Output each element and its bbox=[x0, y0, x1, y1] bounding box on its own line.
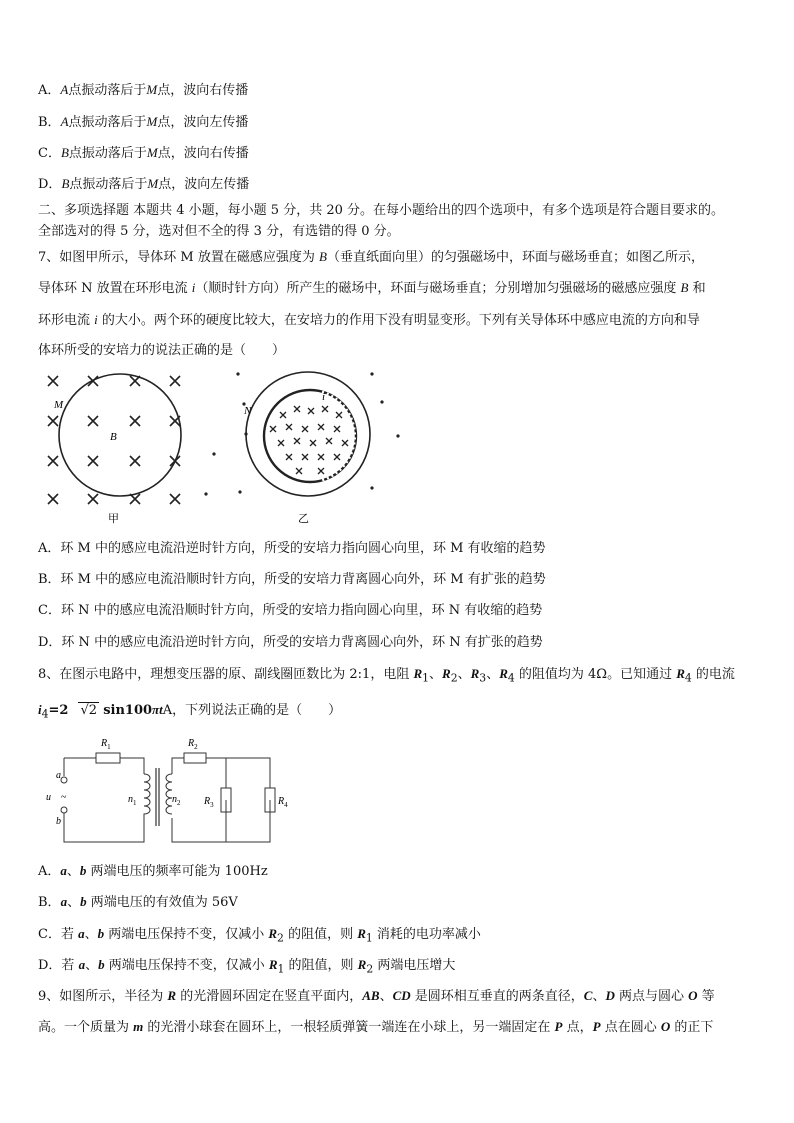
q7-option-b: B．环 M 中的感应电流沿顺时针方向，所受的安培力背离圆心向外，环 M 有扩张的趋势 bbox=[38, 572, 546, 587]
q9-stem-line1: 9、如图所示，半径为 R 的光滑圆环固定在竖直平面内，AB、CD 是圆环相互垂直的两条直径，C、D 两点与圆心 O 等 bbox=[38, 988, 715, 1004]
n1-label: $n_1$ bbox=[128, 794, 137, 807]
ac-source-symbol: ~ bbox=[61, 792, 67, 803]
q8-stem-line2: $i_4=2$ √2 sin100πtA，下列说法正确的是（ ） bbox=[38, 702, 342, 721]
q7-stem-line2: 导体环 N 放置在环形电流 i（顺时针方向）所产生的磁场中，环面与磁场垂直；分别增加匀强磁场的磁感应强度 B 和 bbox=[38, 280, 706, 296]
ring-m-label: M bbox=[54, 399, 64, 411]
q8-circuit-diagram bbox=[44, 730, 288, 846]
terminal-a bbox=[61, 777, 67, 783]
prev-option-a: A．A点振动落后于M点，波向右传播 bbox=[38, 82, 249, 98]
current-loop-i bbox=[264, 390, 356, 482]
ring-m bbox=[59, 374, 181, 496]
prev-option-d: D．B点振动落后于M点，波向左传播 bbox=[38, 176, 250, 192]
figure-caption-jia: 甲 bbox=[108, 513, 119, 525]
r1-label: $R_1$ bbox=[101, 738, 111, 751]
q7-stem-line3: 环形电流 i 的大小。两个环的硬度比较大，在安培力的作用下没有明显变形。下列有关导体环中感应电流的方向和导 bbox=[38, 312, 700, 328]
section-heading-cont: 全部选对的得 5 分，选对但不全的得 3 分，有选错的得 0 分。 bbox=[38, 224, 400, 239]
q7-figure-left bbox=[40, 368, 200, 528]
q8-stem-line1: 8、在图示电路中，理想变压器的原、副线圈匝数比为 2:1，电阻 $R_1$、$R_2$、$R_3$、$R_4$ 的阻值均为 4Ω。已知通过 $R_4$ 的电流 bbox=[38, 666, 735, 685]
primary-coil bbox=[144, 774, 150, 818]
q8-option-c: C．若 a、b 两端电压保持不变，仅减小 $R_2$ 的阻值，则 $R_1$ 消耗的电功率减小 bbox=[38, 926, 481, 945]
resistor-r1 bbox=[96, 753, 120, 763]
figure-caption-yi: 乙 bbox=[298, 513, 309, 525]
current-loop-dotted bbox=[322, 392, 355, 480]
q7-stem-line1: 7、如图甲所示，导体环 M 放置在磁感应强度为 B（垂直纸面向里）的匀强磁场中，环面与磁场垂直；如图乙所示， bbox=[38, 249, 704, 265]
field-inside-loop-marks bbox=[270, 406, 348, 474]
q9-stem-line2: 高。一个质量为 m 的光滑小球套在圆环上，一根轻质弹簧一端连在小球上，另一端固定在 P 点，P 点在圆心 O 的正下 bbox=[38, 1019, 714, 1035]
q8-option-b: B．a、b 两端电压的有效值为 56V bbox=[38, 894, 238, 910]
voltage-u-label: u bbox=[46, 792, 51, 803]
r4-label: $R_4$ bbox=[278, 796, 288, 809]
q7-stem-line4: 体环所受的安培力的说法正确的是（ ） bbox=[38, 343, 286, 358]
terminal-b-label: b bbox=[56, 816, 61, 827]
q7-figure-right bbox=[222, 368, 422, 528]
r2-label: $R_2$ bbox=[188, 738, 198, 751]
prev-option-c: C．B点振动落后于M点，波向右传播 bbox=[38, 145, 249, 161]
q8-option-a: A．a、b 两端电压的频率可能为 100Hz bbox=[38, 863, 268, 879]
ring-n-label: N bbox=[244, 405, 252, 417]
n2-label: $n_2$ bbox=[172, 794, 181, 807]
terminal-a-label: a bbox=[56, 770, 61, 781]
current-i-label: i bbox=[322, 391, 326, 403]
q7-option-d: D．环 N 中的感应电流沿逆时针方向，所受的安培力背离圆心向外，环 N 有扩张的趋势 bbox=[38, 635, 543, 650]
field-b-label: B bbox=[110, 431, 117, 443]
r3-label: $R_3$ bbox=[204, 796, 214, 809]
resistor-r2 bbox=[184, 753, 206, 763]
transformer-core bbox=[156, 768, 159, 826]
prev-option-b: B．A点振动落后于M点，波向左传播 bbox=[38, 114, 249, 130]
q8-option-d: D．若 a、b 两端电压保持不变，仅减小 $R_1$ 的阻值，则 $R_2$ 两端电压增大 bbox=[38, 957, 456, 976]
terminal-b bbox=[61, 807, 67, 813]
section-heading: 二、多项选择题 本题共 4 小题，每小题 5 分，共 20 分。在每小题给出的四个选项中，有多个选项是符合题目要求的。 bbox=[38, 203, 725, 218]
q7-option-a: A．环 M 中的感应电流沿逆时针方向，所受的安培力指向圆心向里，环 M 有收缩的趋势 bbox=[38, 541, 546, 556]
q7-option-c: C．环 N 中的感应电流沿顺时针方向，所受的安培力指向圆心向里，环 N 有收缩的趋势 bbox=[38, 603, 543, 618]
